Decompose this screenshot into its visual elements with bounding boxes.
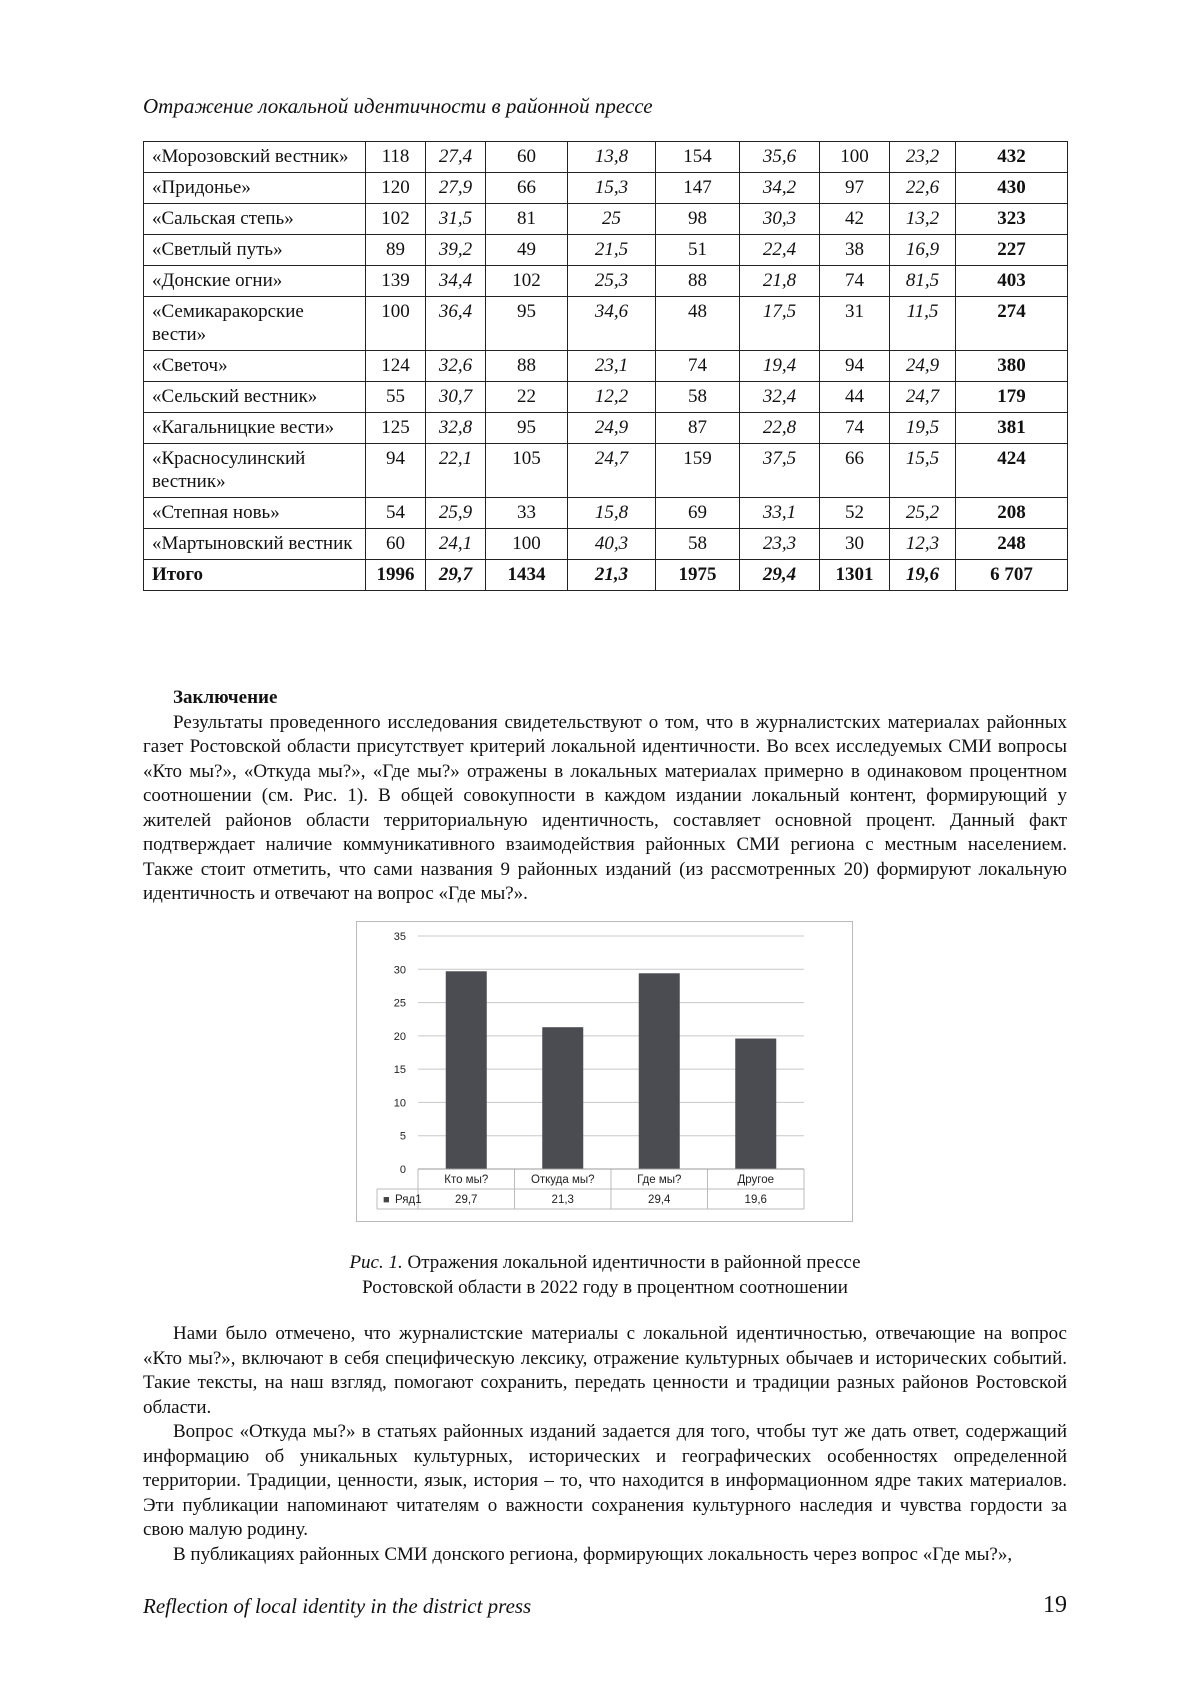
table-cell-percent: 24,9 [568, 413, 656, 444]
table-cell-percent: 40,3 [568, 529, 656, 560]
table-cell-count: 100 [366, 297, 426, 351]
table-cell-total: 248 [956, 529, 1068, 560]
table-cell-name: «Кагальницкие вести» [144, 413, 366, 444]
table-cell-name: «Степная новь» [144, 498, 366, 529]
table-cell-total: 381 [956, 413, 1068, 444]
table-cell-count: 95 [486, 413, 568, 444]
table-cell-count: 66 [820, 444, 890, 498]
table-cell-name: «Красносулинский вестник» [144, 444, 366, 498]
category-label: Где мы? [637, 1174, 682, 1186]
table-cell-percent: 12,2 [568, 382, 656, 413]
table-cell-percent: 22,8 [740, 413, 820, 444]
data-value-label: 19,6 [744, 1194, 767, 1206]
table-row [144, 235, 1068, 266]
caption-line-1: Отражения локальной идентичности в районной прессе [407, 1252, 861, 1273]
data-value-label: 21,3 [551, 1194, 574, 1206]
table-cell-percent: 31,5 [426, 204, 486, 235]
caption-label: Рис. 1. [349, 1252, 403, 1273]
table-cell-total: 227 [956, 235, 1068, 266]
body-paragraph-2: Вопрос «Откуда мы?» в статьях районных изданий задается для того, чтобы тут же дать ответ, содержащий информацию об уникальных культурных, исторических и географических особенностях определенной территории. Традиции, ценности, язык, история – то, что находится в информационном ядре таких материалов. Эти публикации напоминают читателям о важности сохранения культурного наследия и чувства гордости за свою малую родину. [143, 1421, 1067, 1540]
table-cell-percent: 24,1 [426, 529, 486, 560]
table-cell-count: 52 [820, 498, 890, 529]
table-cell-count: 94 [820, 351, 890, 382]
table-cell-name: Итого [144, 560, 366, 591]
table-cell-total: 6 707 [956, 560, 1068, 591]
bar-1 [446, 971, 487, 1169]
table-cell-percent: 22,4 [740, 235, 820, 266]
table-cell-percent: 24,7 [890, 382, 956, 413]
table-cell-percent: 34,2 [740, 173, 820, 204]
table-cell-count: 1996 [366, 560, 426, 591]
table-cell-percent: 19,4 [740, 351, 820, 382]
y-tick-label: 30 [393, 964, 406, 977]
table-row [144, 204, 1068, 235]
table-cell-percent: 25 [568, 204, 656, 235]
table-cell-count: 48 [656, 297, 740, 351]
bar-3 [639, 973, 680, 1169]
table-cell-count: 55 [366, 382, 426, 413]
y-tick-label: 20 [393, 1030, 406, 1043]
table-cell-count: 88 [486, 351, 568, 382]
table-cell-percent: 19,6 [890, 560, 956, 591]
table-cell-count: 81 [486, 204, 568, 235]
table-row [144, 297, 1068, 351]
table-cell-percent: 25,2 [890, 498, 956, 529]
table-cell-percent: 30,7 [426, 382, 486, 413]
category-label: Откуда мы? [530, 1174, 595, 1186]
table-cell-percent: 32,6 [426, 351, 486, 382]
conclusion-paragraph: Результаты проведенного исследования свидетельствуют о том, что в журналистских материалах районных газет Ростовской области присутствует критерий локальной идентичности. Во всех исследуемых СМИ вопросы «Кто мы?», «Откуда мы?», «Где мы?» отражены в локальных материалах примерно в одинаковом процентном соотношении (см. Рис. 1). В общей совокупности в каждом издании локальный контент, формирующий у жителей районов области территориальную идентичность, составляет основной процент. Данный факт подтверждает наличие коммуникативного взаимодействия районных СМИ региона с местным населением. Также стоит отметить, что сами названия 9 районных изданий (из рассмотренных 20) формируют локальную идентичность и отвечают на вопрос «Где мы?». [143, 711, 1067, 904]
table-cell-percent: 13,8 [568, 142, 656, 173]
table-row [144, 382, 1068, 413]
table-cell-percent: 21,5 [568, 235, 656, 266]
table-cell-count: 89 [366, 235, 426, 266]
table-cell-percent: 35,6 [740, 142, 820, 173]
table-cell-count: 100 [486, 529, 568, 560]
table-cell-percent: 29,4 [740, 560, 820, 591]
table-cell-percent: 39,2 [426, 235, 486, 266]
table-cell-count: 88 [656, 266, 740, 297]
table-cell-total: 208 [956, 498, 1068, 529]
y-tick-label: 0 [399, 1164, 406, 1176]
footer-title: Reflection of local identity in the district press [143, 1594, 532, 1618]
bar-4 [735, 1039, 776, 1169]
y-tick-label: 25 [393, 997, 406, 1010]
caption-line-2: Ростовской области в 2022 году в процентном соотношении [362, 1277, 848, 1298]
table-cell-total: 380 [956, 351, 1068, 382]
table-cell-percent: 34,6 [568, 297, 656, 351]
table-cell-percent: 33,1 [740, 498, 820, 529]
table-cell-count: 42 [820, 204, 890, 235]
legend-marker: ■ [383, 1194, 390, 1206]
table-row [144, 266, 1068, 297]
table-cell-percent: 24,7 [568, 444, 656, 498]
table-cell-percent: 11,5 [890, 297, 956, 351]
table-cell-percent: 17,5 [740, 297, 820, 351]
table-cell-percent: 21,8 [740, 266, 820, 297]
y-tick-label: 5 [399, 1130, 406, 1143]
data-value-label: 29,7 [455, 1194, 478, 1206]
page-number: 19 [1043, 1592, 1067, 1618]
table-cell-percent: 16,9 [890, 235, 956, 266]
table-cell-name: «Придонье» [144, 173, 366, 204]
table-cell-percent: 15,5 [890, 444, 956, 498]
table-cell-count: 147 [656, 173, 740, 204]
body-text [143, 1322, 1067, 1567]
table-cell-count: 74 [656, 351, 740, 382]
table-cell-percent: 23,2 [890, 142, 956, 173]
table-cell-percent: 32,4 [740, 382, 820, 413]
table-cell-count: 69 [656, 498, 740, 529]
y-tick-label: 35 [393, 931, 406, 943]
category-label: Другое [737, 1174, 775, 1186]
body-paragraph-3: В публикациях районных СМИ донского региона, формирующих локальность через вопрос «Где мы?», [173, 1543, 1013, 1565]
conclusion-heading: Заключение [173, 687, 278, 708]
table-cell-count: 66 [486, 173, 568, 204]
table-cell-name: «Сальская степь» [144, 204, 366, 235]
table-cell-percent: 22,6 [890, 173, 956, 204]
table-cell-percent: 25,9 [426, 498, 486, 529]
table-cell-name: «Светлый путь» [144, 235, 366, 266]
table-cell-count: 54 [366, 498, 426, 529]
data-table [143, 141, 1068, 591]
table-cell-percent: 15,3 [568, 173, 656, 204]
table-cell-percent: 29,7 [426, 560, 486, 591]
table-cell-count: 118 [366, 142, 426, 173]
table-cell-percent: 22,1 [426, 444, 486, 498]
table-cell-count: 102 [486, 266, 568, 297]
table-cell-percent: 13,2 [890, 204, 956, 235]
table-cell-name: «Светоч» [144, 351, 366, 382]
table-row [144, 498, 1068, 529]
table-cell-count: 98 [656, 204, 740, 235]
table-cell-percent: 24,9 [890, 351, 956, 382]
table-row [144, 529, 1068, 560]
table-cell-percent: 34,4 [426, 266, 486, 297]
y-tick-label: 15 [393, 1064, 406, 1077]
table-cell-count: 120 [366, 173, 426, 204]
table-cell-count: 49 [486, 235, 568, 266]
table-cell-count: 60 [486, 142, 568, 173]
table-cell-count: 139 [366, 266, 426, 297]
data-value-label: 29,4 [648, 1194, 671, 1206]
table-cell-count: 1975 [656, 560, 740, 591]
category-label: Кто мы? [444, 1174, 489, 1186]
table-cell-count: 44 [820, 382, 890, 413]
table-cell-percent: 36,4 [426, 297, 486, 351]
table-cell-count: 60 [366, 529, 426, 560]
table-cell-count: 58 [656, 382, 740, 413]
table-cell-percent: 15,8 [568, 498, 656, 529]
table-cell-percent: 27,9 [426, 173, 486, 204]
table-cell-count: 87 [656, 413, 740, 444]
table-cell-name: «Семикаракорские вести» [144, 297, 366, 351]
table-cell-total: 424 [956, 444, 1068, 498]
table-cell-count: 51 [656, 235, 740, 266]
table-cell-percent: 12,3 [890, 529, 956, 560]
table-cell-total: 403 [956, 266, 1068, 297]
table-cell-count: 125 [366, 413, 426, 444]
table-cell-percent: 23,1 [568, 351, 656, 382]
table-cell-total: 179 [956, 382, 1068, 413]
table-cell-count: 159 [656, 444, 740, 498]
table-cell-name: «Мартыновский вестник [144, 529, 366, 560]
figure-caption [143, 1250, 1067, 1300]
table-cell-count: 100 [820, 142, 890, 173]
table-cell-total: 432 [956, 142, 1068, 173]
table-cell-count: 1301 [820, 560, 890, 591]
table-cell-count: 97 [820, 173, 890, 204]
table-cell-percent: 37,5 [740, 444, 820, 498]
table-cell-name: «Донские огни» [144, 266, 366, 297]
table-cell-total: 323 [956, 204, 1068, 235]
table-cell-count: 1434 [486, 560, 568, 591]
table-cell-count: 105 [486, 444, 568, 498]
y-tick-label: 10 [393, 1097, 406, 1110]
table-cell-percent: 81,5 [890, 266, 956, 297]
bar-chart [357, 922, 851, 1220]
table-cell-percent: 19,5 [890, 413, 956, 444]
table-row [144, 444, 1068, 498]
table-cell-count: 74 [820, 413, 890, 444]
table-cell-count: 74 [820, 266, 890, 297]
table-row [144, 351, 1068, 382]
table-total-row [144, 560, 1068, 591]
table-cell-count: 22 [486, 382, 568, 413]
table-cell-percent: 30,3 [740, 204, 820, 235]
table-cell-count: 154 [656, 142, 740, 173]
table-cell-total: 274 [956, 297, 1068, 351]
table-cell-count: 95 [486, 297, 568, 351]
table-cell-count: 58 [656, 529, 740, 560]
table-cell-count: 124 [366, 351, 426, 382]
figure-1-chart [356, 921, 853, 1222]
body-paragraph-1: Нами было отмечено, что журналистские материалы с локальной идентичностью, отвечающие на вопрос «Кто мы?», включают в себя специфическую лексику, отражение культурных обычаев и исторических событий. Такие тексты, на наш взгляд, помогают сохранить, передать ценности и традиции разных районов Ростовской области. [143, 1323, 1067, 1418]
table-cell-name: «Морозовский вестник» [144, 142, 366, 173]
table-row [144, 142, 1068, 173]
table-cell-percent: 27,4 [426, 142, 486, 173]
running-head: Отражение локальной идентичности в районной прессе [143, 94, 653, 118]
conclusion-section [143, 686, 1067, 907]
table-cell-percent: 21,3 [568, 560, 656, 591]
table-cell-count: 102 [366, 204, 426, 235]
table-cell-percent: 32,8 [426, 413, 486, 444]
table-cell-percent: 25,3 [568, 266, 656, 297]
table-cell-count: 33 [486, 498, 568, 529]
table-cell-count: 31 [820, 297, 890, 351]
table-cell-count: 94 [366, 444, 426, 498]
table-row [144, 173, 1068, 204]
table-cell-count: 30 [820, 529, 890, 560]
table-cell-name: «Сельский вестник» [144, 382, 366, 413]
bar-2 [542, 1027, 583, 1169]
legend-series-name: Ряд1 [395, 1194, 422, 1206]
table-cell-count: 38 [820, 235, 890, 266]
table-cell-percent: 23,3 [740, 529, 820, 560]
table-row [144, 413, 1068, 444]
table-cell-total: 430 [956, 173, 1068, 204]
